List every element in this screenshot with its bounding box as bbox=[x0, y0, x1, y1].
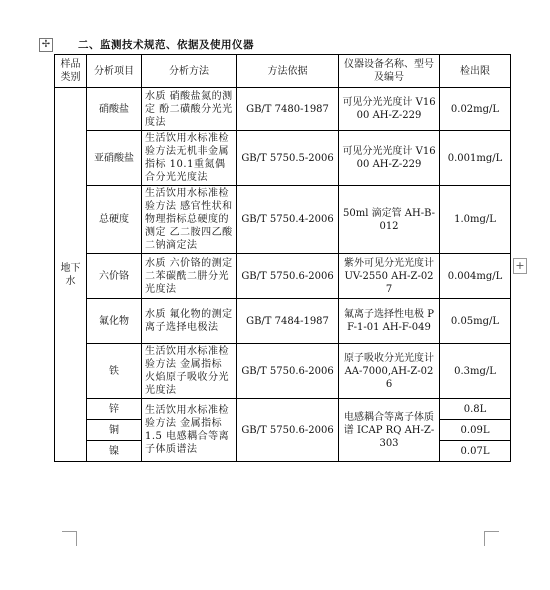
item-cell: 锌 bbox=[87, 399, 142, 420]
limit-cell: 0.001mg/L bbox=[440, 131, 511, 186]
limit-cell: 0.05mg/L bbox=[440, 299, 511, 344]
table-row bbox=[55, 88, 511, 131]
instrument-cell: 可见分光光度计 V1600 AH-Z-229 bbox=[339, 131, 440, 186]
table-header-row bbox=[55, 55, 511, 88]
page-corner-mark-right bbox=[484, 531, 499, 546]
table-row bbox=[55, 399, 511, 420]
instrument-cell: 氟离子选择性电极 PF-1-01 AH-F-049 bbox=[339, 299, 440, 344]
method-cell: 生活饮用水标准检验方法 感官性状和物理指标总硬度的测定 乙二胺四乙酸二钠滴定法 bbox=[142, 186, 237, 254]
item-cell: 镍 bbox=[87, 441, 142, 462]
instrument-cell: 原子吸收分光光度计 AA-7000,AH-Z-026 bbox=[339, 344, 440, 399]
basis-cell: GB/T 7484-1987 bbox=[237, 299, 339, 344]
limit-cell: 0.02mg/L bbox=[440, 88, 511, 131]
category-cell: 地下水 bbox=[55, 88, 87, 462]
item-cell: 氟化物 bbox=[87, 299, 142, 344]
header-basis: 方法依据 bbox=[237, 55, 339, 88]
limit-cell: 0.07L bbox=[440, 441, 511, 462]
basis-cell: GB/T 7480-1987 bbox=[237, 88, 339, 131]
item-cell: 六价铬 bbox=[87, 254, 142, 299]
method-cell: 生活饮用水标准检验方法 金属指标 1.5 电感耦合等离子体质谱法 bbox=[142, 399, 237, 462]
table-row bbox=[55, 186, 511, 254]
header-instrument: 仪器设备名称、型号及编号 bbox=[339, 55, 440, 88]
item-cell: 亚硝酸盐 bbox=[87, 131, 142, 186]
instrument-cell: 紫外可见分光光度计 UV-2550 AH-Z-027 bbox=[339, 254, 440, 299]
basis-cell: GB/T 5750.4-2006 bbox=[237, 186, 339, 254]
table-row bbox=[55, 344, 511, 399]
limit-cell: 0.004mg/L bbox=[440, 254, 511, 299]
header-method: 分析方法 bbox=[142, 55, 237, 88]
monitoring-table bbox=[54, 54, 511, 462]
basis-cell: GB/T 5750.5-2006 bbox=[237, 131, 339, 186]
method-cell: 生活饮用水标准检验方法 金属指标 火焰原子吸收分光光度法 bbox=[142, 344, 237, 399]
limit-cell: 0.09L bbox=[440, 420, 511, 441]
basis-cell: GB/T 5750.6-2006 bbox=[237, 344, 339, 399]
add-row-handle[interactable]: + bbox=[513, 258, 527, 274]
method-cell: 水质 六价铬的测定 二苯碳酰二肼分光光度法 bbox=[142, 254, 237, 299]
item-cell: 铜 bbox=[87, 420, 142, 441]
limit-cell: 0.8L bbox=[440, 399, 511, 420]
item-cell: 铁 bbox=[87, 344, 142, 399]
table-move-handle[interactable]: ✢ bbox=[39, 38, 53, 52]
table-row bbox=[55, 299, 511, 344]
basis-cell: GB/T 5750.6-2006 bbox=[237, 254, 339, 299]
table-row bbox=[55, 131, 511, 186]
item-cell: 硝酸盐 bbox=[87, 88, 142, 131]
table-row bbox=[55, 254, 511, 299]
limit-cell: 1.0mg/L bbox=[440, 186, 511, 254]
header-limit: 检出限 bbox=[440, 55, 511, 88]
basis-cell: GB/T 5750.6-2006 bbox=[237, 399, 339, 462]
method-cell: 水质 硝酸盐氮的测定 酚二磺酸分光光度法 bbox=[142, 88, 237, 131]
header-item: 分析项目 bbox=[87, 55, 142, 88]
instrument-cell: 电感耦合等离子体质谱 ICAP RQ AH-Z-303 bbox=[339, 399, 440, 462]
method-cell: 水质 氟化物的测定 离子选择电极法 bbox=[142, 299, 237, 344]
header-category: 样品类别 bbox=[55, 55, 87, 88]
section-heading: 二、监测技术规范、依据及使用仪器 bbox=[78, 39, 254, 51]
limit-cell: 0.3mg/L bbox=[440, 344, 511, 399]
instrument-cell: 可见分光光度计 V1600 AH-Z-229 bbox=[339, 88, 440, 131]
instrument-cell: 50ml 滴定管 AH-B-012 bbox=[339, 186, 440, 254]
page-corner-mark-left bbox=[62, 531, 77, 546]
method-cell: 生活饮用水标准检验方法无机非金属指标 10.1重氮偶合分光光度法 bbox=[142, 131, 237, 186]
item-cell: 总硬度 bbox=[87, 186, 142, 254]
